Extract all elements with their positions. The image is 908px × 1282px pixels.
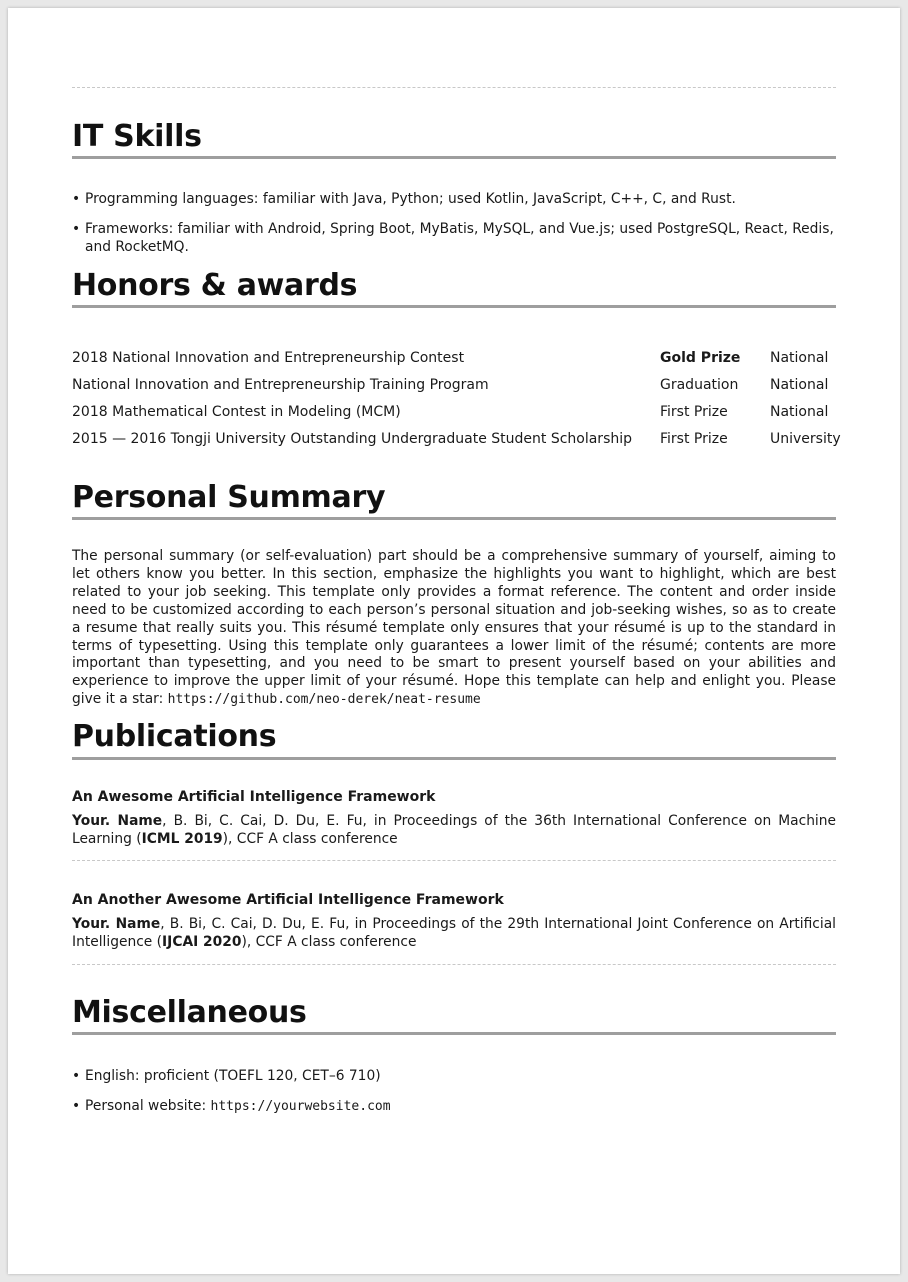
award-row — [72, 349, 852, 367]
section-rule — [72, 517, 836, 520]
award-prize: First Prize — [660, 404, 728, 420]
section-rule — [72, 1032, 836, 1035]
section-title-misc: Miscellaneous — [72, 995, 307, 1030]
section-title-honors: Honors & awards — [72, 268, 358, 303]
section-title-publications: Publications — [72, 719, 277, 754]
section-rule — [72, 305, 836, 308]
award-level: University — [770, 431, 841, 447]
award-name: 2015 — 2016 Tongji University Outstanding Undergraduate Student Scholarship — [72, 431, 633, 447]
award-prize: Gold Prize — [660, 350, 741, 366]
award-prize: Graduation — [660, 377, 739, 393]
award-row — [72, 430, 852, 448]
publication-venue: IJCAI 2020 — [162, 934, 242, 950]
publication-divider — [72, 860, 836, 861]
publication-tail: ), CCF A class conference — [222, 831, 398, 847]
bullet-dot: • — [72, 1098, 81, 1114]
publication-citation — [72, 915, 836, 951]
publication-citation — [72, 812, 836, 848]
skill-text: Programming languages: familiar with Java, Python; used Kotlin, JavaScript, C++, C, and Rust. — [85, 191, 736, 207]
top-divider — [72, 87, 836, 88]
award-level: National — [770, 404, 829, 420]
summary-text: The personal summary (or self-evaluation) part should be a comprehensive summary of yourself, aiming to let others know you better. In this section, emphasize the highlights you want to highlight, which are best related to your job seeking. This template only provides a format reference. The content and order inside need to be customized according to each person’s personal situation and job-seeking wishes, so as to create a resume that really suits you. This résumé template only ensures that your résumé is up to the standard in terms of typesetting. Using this template only guarantees a lower limit of the résumé; contents are more important than typesetting, and you need to be smart to present yourself based on your abilities and experience to improve the upper limit of your résumé. Hope this template can help and enlight you. Please give it a star: — [72, 548, 836, 708]
award-row — [72, 403, 852, 421]
repo-link[interactable]: https://github.com/neo-derek/neat-resume — [167, 692, 481, 708]
skill-item-programming — [72, 190, 836, 208]
award-name: 2018 National Innovation and Entrepreneurship Contest — [72, 350, 465, 366]
misc-item-english — [72, 1067, 836, 1085]
website-label: Personal website: — [85, 1098, 207, 1114]
publication-author: Your. Name — [72, 813, 163, 829]
publication-author: Your. Name — [72, 916, 161, 932]
bullet-dot: • — [72, 191, 81, 207]
bullet-dot: • — [72, 1068, 81, 1084]
award-prize: First Prize — [660, 431, 728, 447]
section-rule — [72, 757, 836, 760]
publication-tail: ), CCF A class conference — [241, 934, 417, 950]
section-rule — [72, 156, 836, 159]
award-level: National — [770, 350, 829, 366]
section-title-it-skills: IT Skills — [72, 119, 202, 154]
skill-text: Frameworks: familiar with Android, Spring Boot, MyBatis, MySQL, and Vue.js; used PostgreSQL, React, Redis, and RocketMQ. — [85, 221, 834, 255]
award-row — [72, 376, 852, 394]
section-title-summary: Personal Summary — [72, 480, 386, 515]
publication-details: , B. Bi, C. Cai, D. Du, E. Fu, in Proceedings of the 29th International Joint Conference on Artificial Intelligence ( — [72, 916, 837, 950]
award-name: National Innovation and Entrepreneurship Training Program — [72, 377, 489, 393]
publication-details: , B. Bi, C. Cai, D. Du, E. Fu, in Proceedings of the 36th International Conference on Machine Learning ( — [72, 813, 836, 847]
publication-title: An Another Awesome Artificial Intelligence Framework — [72, 892, 504, 908]
bullet-dot: • — [72, 221, 81, 237]
skill-item-frameworks — [72, 220, 836, 256]
website-link[interactable]: https://yourwebsite.com — [210, 1099, 391, 1114]
publication-divider — [72, 964, 836, 965]
award-name: 2018 Mathematical Contest in Modeling (MCM) — [72, 404, 401, 420]
publication-venue: ICML 2019 — [141, 831, 223, 847]
misc-item-website — [72, 1097, 836, 1116]
summary-paragraph — [72, 548, 836, 709]
publication-title: An Awesome Artificial Intelligence Framework — [72, 789, 436, 805]
award-level: National — [770, 377, 829, 393]
resume-page — [8, 8, 900, 1274]
misc-text: English: proficient (TOEFL 120, CET–6 710) — [85, 1068, 381, 1084]
